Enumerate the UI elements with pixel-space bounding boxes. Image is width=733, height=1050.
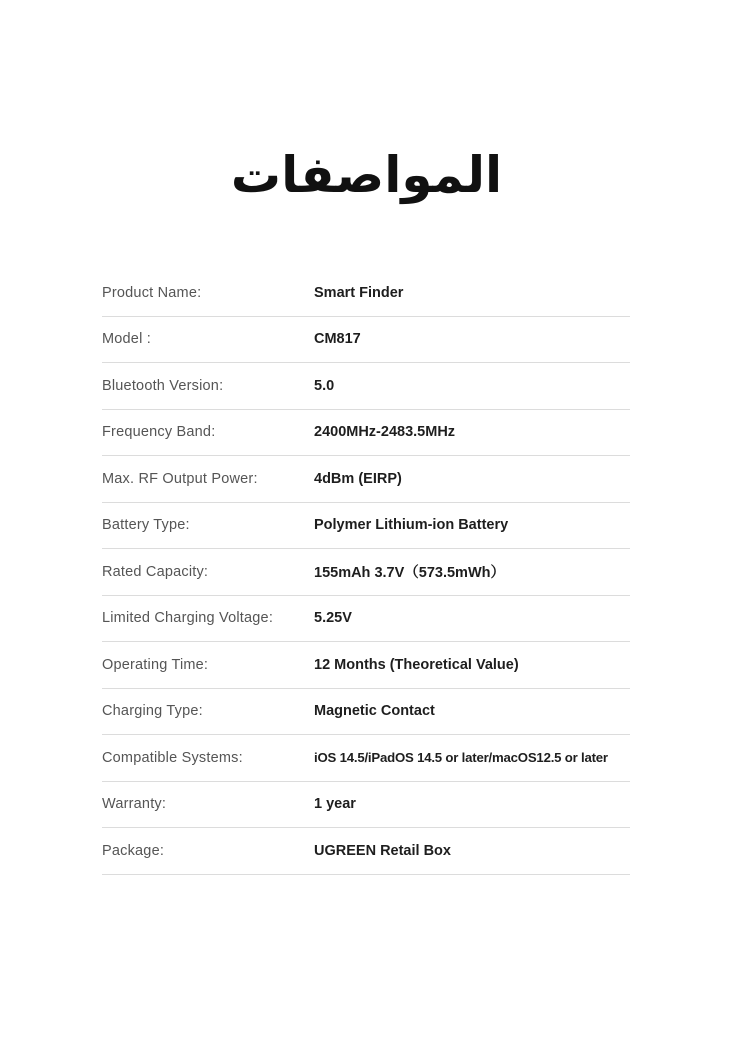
spec-row-operating-time (102, 642, 630, 689)
spec-row-package (102, 828, 630, 875)
spec-label: Limited Charging Voltage: (102, 610, 274, 627)
spec-value: 1 year (314, 796, 356, 813)
spec-row-compatible-systems (102, 735, 630, 782)
spec-value: 12 Months (Theoretical Value) (314, 656, 519, 673)
spec-table (102, 270, 630, 875)
spec-label: Warranty: (102, 796, 167, 813)
spec-label: Compatible Systems: (102, 749, 243, 766)
spec-label: Rated Capacity: (102, 563, 209, 580)
spec-label: Operating Time: (102, 656, 209, 673)
spec-value: iOS 14.5/iPadOS 14.5 or later/macOS12.5 or later (314, 750, 608, 766)
spec-row-battery-type (102, 503, 630, 550)
spec-label: Charging Type: (102, 703, 203, 720)
spec-row-charging-type (102, 689, 630, 736)
spec-label: Max. RF Output Power: (102, 470, 258, 487)
spec-row-bluetooth-version (102, 363, 630, 410)
spec-label: Bluetooth Version: (102, 377, 224, 394)
spec-value: 4dBm (EIRP) (314, 470, 402, 487)
spec-label: Model : (102, 331, 151, 348)
spec-value: 5.0 (314, 377, 335, 394)
spec-value: Magnetic Contact (314, 703, 435, 720)
spec-value: UGREEN Retail Box (314, 842, 451, 859)
spec-value: 5.25V (314, 610, 352, 627)
spec-row-product-name (102, 270, 630, 317)
spec-row-model (102, 317, 630, 364)
spec-value: Polymer Lithium-ion Battery (314, 517, 509, 534)
spec-value: 155mAh 3.7V（573.5mWh） (314, 565, 505, 582)
spec-value: CM817 (314, 331, 361, 348)
spec-label: Battery Type: (102, 517, 190, 534)
spec-label: Product Name: (102, 284, 202, 301)
spec-row-rf-output-power (102, 456, 630, 503)
spec-label: Frequency Band: (102, 424, 216, 441)
spec-value: 2400MHz-2483.5MHz (314, 424, 456, 441)
spec-row-warranty (102, 782, 630, 829)
spec-row-frequency-band (102, 410, 630, 457)
spec-row-rated-capacity (102, 549, 630, 596)
spec-label: Package: (102, 842, 165, 859)
page-title: المواصفات (230, 146, 503, 204)
spec-value: Smart Finder (314, 284, 404, 301)
spec-row-charging-voltage (102, 596, 630, 643)
